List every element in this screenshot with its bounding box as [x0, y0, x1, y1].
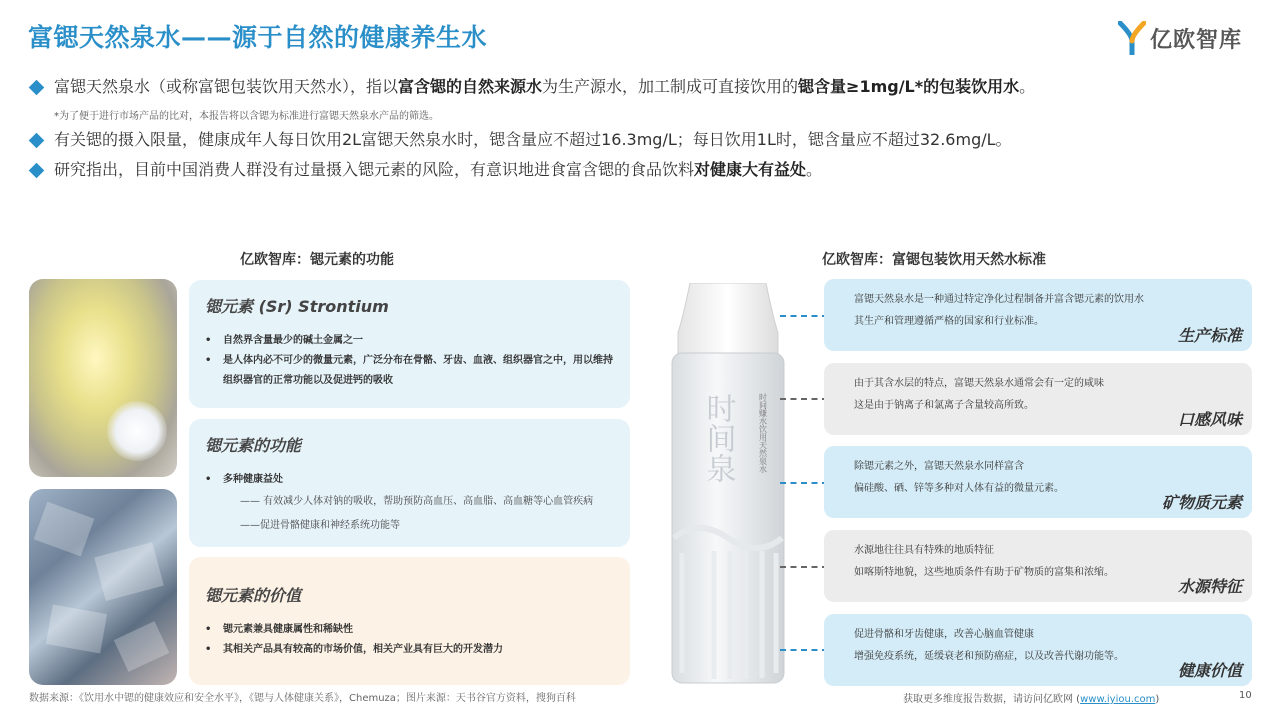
card-heading: 锶元素的价值 [205, 586, 302, 605]
sub-item: —— 有效减少人体对钠的吸收，帮助预防高血压、高血脂、高血糖等心血管疾病 [240, 496, 594, 507]
svg-text:时间泉: 时间泉 [700, 393, 736, 483]
left-section-title: 亿欧智库：锶元素的功能 [240, 252, 394, 268]
card-strontium-value [189, 557, 630, 685]
footnote: *为了便于进行市场产品的比对，本报告将以含锶为标准进行富锶天然泉水产品的筛选。 [54, 111, 439, 122]
box-label: 水源特征 [1177, 577, 1242, 596]
bullet-definition [28, 75, 1258, 99]
logo-text: 亿欧智库 [1150, 27, 1243, 53]
box-label: 矿物质元素 [1161, 493, 1242, 512]
list-item: • 自然界含量最少的碱土金属之一 [205, 331, 614, 351]
list-item: • 其相关产品具有较高的市场价值，相关产业具有巨大的开发潜力 [205, 640, 614, 660]
standard-box-health: 促进骨骼和牙齿健康，改善心脑血管健康 增强免疫系统，延缓衰老和预防癌症，以及改善代谢功能等。 健康价值 [824, 614, 1252, 686]
list-item: • 多种健康益处 [205, 470, 614, 490]
list-item: • 锶元素兼具健康属性和稀缺性 [205, 620, 614, 640]
bullet-research [28, 158, 1258, 182]
bullet-text: 研究指出，目前中国消费人群没有过量摄入锶元素的风险，有意识地进食富含锶的食品饮料对健康大有益处。 [54, 160, 823, 179]
bullet-text: 有关锶的摄入限量，健康成年人每日饮用2L富锶天然泉水时，锶含量应不超过16.3mg/L；每日饮用1L时，锶含量应不超过32.6mg/L。 [54, 130, 1012, 149]
data-source: 数据来源：《饮用水中锶的健康效应和安全水平》，《锶与人体健康关系》，Chemuza；图片来源：天书谷官方资料，搜狗百科 [29, 693, 576, 704]
list-item: • 是人体内必不可少的微量元素，广泛分布在骨骼、牙齿、血液、组织器官之中，用以维持组织器官的正常功能以及促进钙的吸收 [205, 351, 614, 391]
diamond-bullet-icon [29, 163, 45, 179]
bottle-label: 时间赚水饮用天然泉水 [758, 393, 768, 473]
sub-item: ——促进骨骼健康和神经系统功能等 [240, 520, 400, 531]
diamond-bullet-icon [29, 133, 45, 149]
box-label: 生产标准 [1177, 326, 1242, 345]
diamond-bullet-icon [29, 80, 45, 96]
iyiou-link[interactable]: www.iyiou.com [1080, 694, 1156, 705]
box-label: 口感风味 [1177, 410, 1242, 429]
bullet-intake-limit [28, 128, 1258, 152]
water-bottle-image [668, 283, 788, 687]
card-heading: 锶元素 (Sr) Strontium [205, 297, 389, 316]
standard-box-minerals: 除锶元素之外，富锶天然泉水同样富含 偏硅酸、硒、锌等多种对人体有益的微量元素。 矿物质元素 [824, 446, 1252, 518]
standard-box-source: 水源地往往具有特殊的地质特征 如喀斯特地貌，这些地质条件有助于矿物质的富集和浓缩。 水源特征 [824, 530, 1252, 602]
card-heading: 锶元素的功能 [205, 436, 302, 455]
standard-box-taste: 由于其含水层的特点，富锶天然泉水通常会有一定的咸味 这是由于钠离子和氯离子含量较高所致。 口感风味 [824, 363, 1252, 435]
intro-bullets [28, 75, 1258, 182]
logo [1118, 20, 1242, 56]
card-strontium-function [189, 419, 630, 547]
footer-visit: 获取更多维度报告数据，请访问亿欧网 (www.iyiou.com) [903, 694, 1160, 705]
box-label: 健康价值 [1177, 661, 1242, 680]
page-title: 富锶天然泉水——源于自然的健康养生水 [28, 23, 488, 52]
page-number: 10 [1239, 690, 1252, 701]
strontium-metal-photo [29, 489, 177, 685]
right-section-title: 亿欧智库：富锶包装饮用天然水标准 [822, 252, 1046, 268]
logo-icon [1118, 21, 1146, 55]
standard-box-production: 富锶天然泉水是一种通过特定净化过程制备并富含锶元素的饮用水 其生产和管理遵循严格的国家和行业标准。 生产标准 [824, 279, 1252, 351]
bullet-text: 富锶天然泉水（或称富锶包装饮用天然水），指以富含锶的自然来源水为生产源水，加工制成可直接饮用的锶含量≥1mg/L*的包装饮用水。 [54, 77, 1036, 96]
card-strontium-intro [189, 280, 630, 408]
strontium-mineral-photo [29, 279, 177, 477]
